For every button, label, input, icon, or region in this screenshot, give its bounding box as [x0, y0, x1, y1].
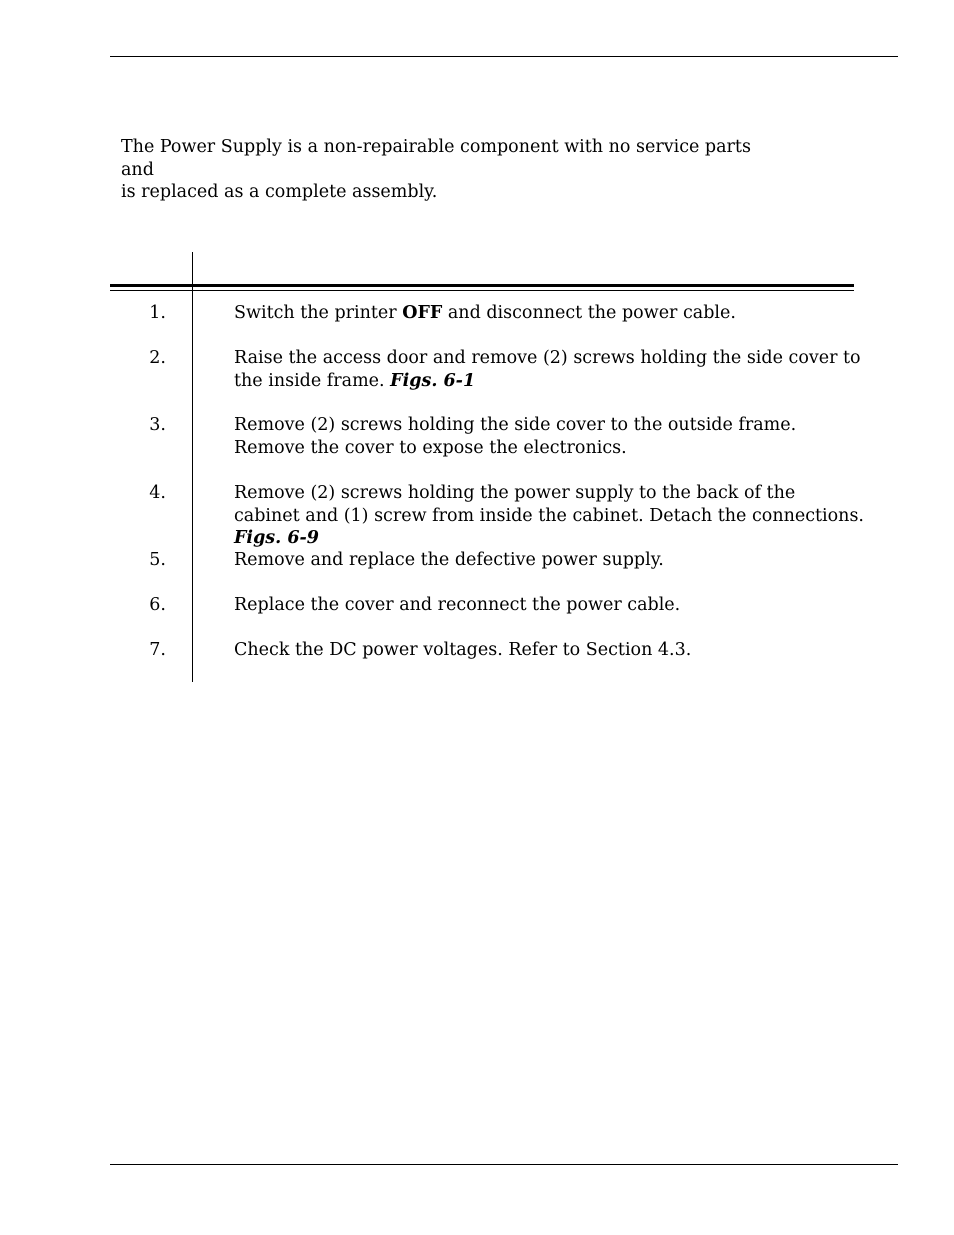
footer-rule — [110, 1164, 898, 1165]
table-column-divider — [192, 252, 193, 682]
step-number: 5. — [149, 550, 166, 570]
table-header-rule — [110, 284, 854, 287]
step-text-post: and disconnect the power cable. — [442, 303, 736, 323]
step-number: 2. — [149, 348, 166, 368]
step-text — [234, 482, 864, 550]
step-number: 6. — [149, 595, 166, 615]
step-text — [234, 302, 864, 325]
step-number: 7. — [149, 640, 166, 660]
step-text — [234, 347, 864, 392]
figure-reference: Figs. 6-9 — [234, 528, 319, 548]
step-text-bold: OFF — [402, 303, 443, 323]
intro-line-1: The Power Supply is a non-repairable component with no service parts and — [121, 137, 751, 180]
header-rule — [110, 56, 898, 57]
step-text: Remove and replace the defective power supply. — [234, 550, 664, 570]
step-text-body: Raise the access door and remove (2) screws holding the side cover to the inside frame. — [234, 348, 861, 391]
step-text-pre: Switch the printer — [234, 303, 403, 323]
step-text: Replace the cover and reconnect the power cable. — [234, 595, 681, 615]
step-number: 1. — [149, 303, 166, 323]
step-text: Remove (2) screws holding the side cover to the outside frame. Remove the cover to expose the electronics. — [234, 415, 797, 458]
intro-paragraph — [121, 136, 761, 204]
step-text: Check the DC power voltages. Refer to Section 4.3. — [234, 640, 692, 660]
step-number: 3. — [149, 415, 166, 435]
step-number: 4. — [149, 483, 166, 503]
figure-reference: Figs. 6-1 — [390, 370, 476, 391]
procedure-table — [110, 252, 870, 682]
intro-line-2: is replaced as a complete assembly. — [121, 182, 438, 202]
table-header-rule-thin — [110, 290, 854, 291]
step-text-body: Remove (2) screws holding the power supply to the back of the cabinet and (1) screw from inside the cabinet. Detach the connections. — [234, 483, 864, 526]
